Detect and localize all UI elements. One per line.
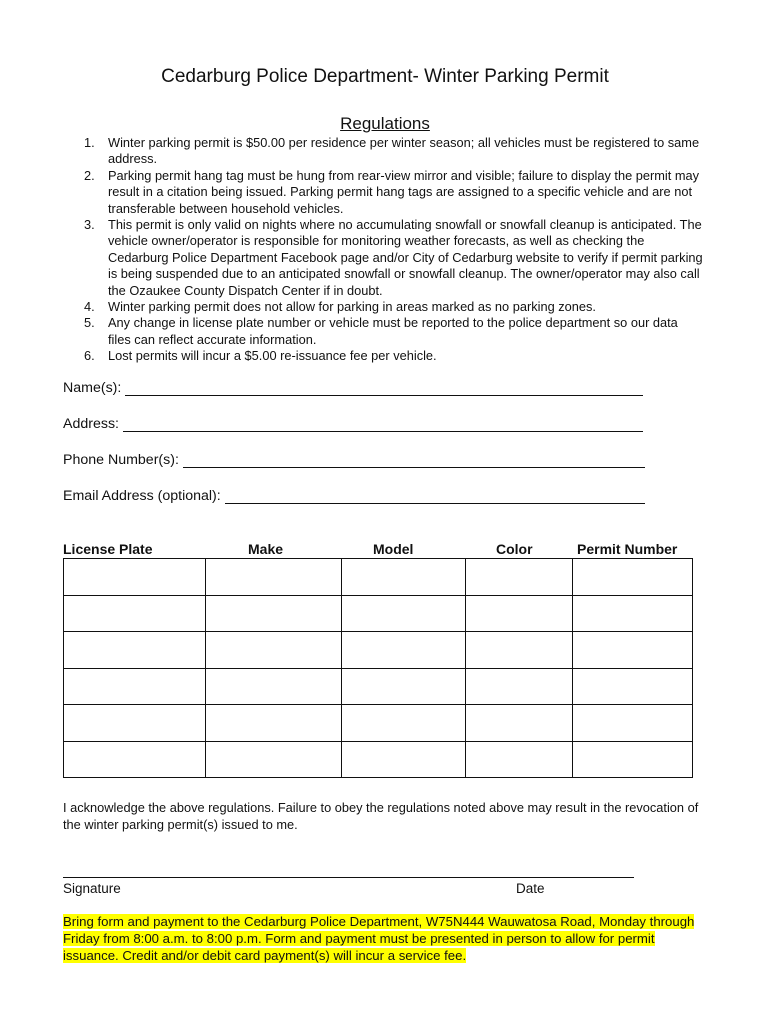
- address-field: [63, 416, 643, 432]
- header-license-plate: License Plate: [63, 541, 153, 557]
- page-title: Cedarburg Police Department- Winter Parking Permit: [161, 66, 609, 87]
- table-cell[interactable]: [64, 705, 206, 742]
- regulation-item: 2. Parking permit hang tag must be hung from rear-view mirror and visible; failure to display the permit may result in a citation being issued. Parking permit hang tags are assigned to a specific vehicle and are not transferable between household vehicles.: [84, 167, 700, 216]
- table-cell[interactable]: [466, 595, 573, 632]
- names-input-line[interactable]: [125, 382, 643, 396]
- table-cell[interactable]: [64, 595, 206, 632]
- table-cell[interactable]: [206, 595, 342, 632]
- email-field: [63, 488, 645, 504]
- table-cell[interactable]: [206, 705, 342, 742]
- table-cell[interactable]: [573, 705, 693, 742]
- header-color: Color: [496, 541, 533, 557]
- table-cell[interactable]: [342, 668, 466, 705]
- regulation-item: 4. Winter parking permit does not allow for parking in areas marked as no parking zones.: [84, 299, 596, 315]
- table-cell[interactable]: [573, 632, 693, 669]
- email-input-line[interactable]: [225, 490, 645, 504]
- regulation-item: 3. This permit is only valid on nights where no accumulating snowfall or snowfall cleanup is anticipated. The vehicle owner/operator is responsible for monitoring weather forecasts, as well as checking the Cedarburg Police Department Facebook page and/or City of Cedarburg website to verify if permit parking is being suspended due to an anticipated snowfall or snowfall cleanup. The owner/operator may also call the Ozaukee County Dispatch Center if in doubt.: [84, 217, 703, 298]
- table-row: [64, 559, 693, 596]
- signature-line[interactable]: [63, 877, 634, 878]
- table-cell[interactable]: [573, 741, 693, 778]
- table-cell[interactable]: [342, 559, 466, 596]
- regulation-item: 1. Winter parking permit is $50.00 per residence per winter season; all vehicles must be registered to same address.: [84, 135, 700, 167]
- regulation-item: 5. Any change in license plate number or vehicle must be reported to the police department so our data files can reflect accurate information.: [84, 315, 678, 347]
- table-cell[interactable]: [573, 668, 693, 705]
- table-cell[interactable]: [466, 559, 573, 596]
- address-input-line[interactable]: [123, 418, 643, 432]
- table-cell[interactable]: [342, 632, 466, 669]
- phone-field: [63, 452, 645, 468]
- table-row: [64, 595, 693, 632]
- table-row: [64, 705, 693, 742]
- table-cell[interactable]: [466, 668, 573, 705]
- regulations-list: [84, 135, 704, 365]
- table-cell[interactable]: [342, 595, 466, 632]
- address-label: Address:: [63, 416, 119, 432]
- table-cell[interactable]: [466, 705, 573, 742]
- vehicle-table: [63, 558, 693, 778]
- regulation-item: 6. Lost permits will incur a $5.00 re-issuance fee per vehicle.: [84, 348, 437, 364]
- table-cell[interactable]: [206, 559, 342, 596]
- header-model: Model: [373, 541, 414, 557]
- table-cell[interactable]: [206, 741, 342, 778]
- names-label: Name(s):: [63, 380, 122, 396]
- table-cell[interactable]: [206, 668, 342, 705]
- regulations-heading: Regulations: [340, 114, 430, 133]
- table-cell[interactable]: [64, 668, 206, 705]
- signature-label: Signature: [63, 881, 121, 896]
- table-cell[interactable]: [466, 632, 573, 669]
- table-cell[interactable]: [64, 559, 206, 596]
- table-cell[interactable]: [64, 632, 206, 669]
- acknowledgement-text: I acknowledge the above regulations. Failure to obey the regulations noted above may result in the revocation of the winter parking permit(s) issued to me.: [63, 800, 699, 832]
- payment-notice: [63, 913, 713, 964]
- phone-label: Phone Number(s):: [63, 452, 179, 468]
- header-make: Make: [248, 541, 284, 557]
- date-label: Date: [516, 881, 545, 896]
- header-permit-number: Permit Number: [577, 541, 678, 557]
- phone-input-line[interactable]: [183, 454, 645, 468]
- table-cell[interactable]: [206, 632, 342, 669]
- email-label: Email Address (optional):: [63, 488, 221, 504]
- table-row: [64, 632, 693, 669]
- table-row: [64, 668, 693, 705]
- names-field: [63, 380, 643, 396]
- table-cell[interactable]: [573, 559, 693, 596]
- table-cell[interactable]: [342, 741, 466, 778]
- table-cell[interactable]: [573, 595, 693, 632]
- table-row: [64, 741, 693, 778]
- payment-notice-text: Bring form and payment to the Cedarburg Police Department, W75N444 Wauwatosa Road, Monday through Friday from 8:00 a.m. to 8:00 p.m. Form and payment must be presented in person to allow for permit issuance. Credit and/or debit card payment(s) will incur a service fee.: [63, 914, 695, 963]
- table-cell[interactable]: [64, 741, 206, 778]
- table-cell[interactable]: [466, 741, 573, 778]
- table-cell[interactable]: [342, 705, 466, 742]
